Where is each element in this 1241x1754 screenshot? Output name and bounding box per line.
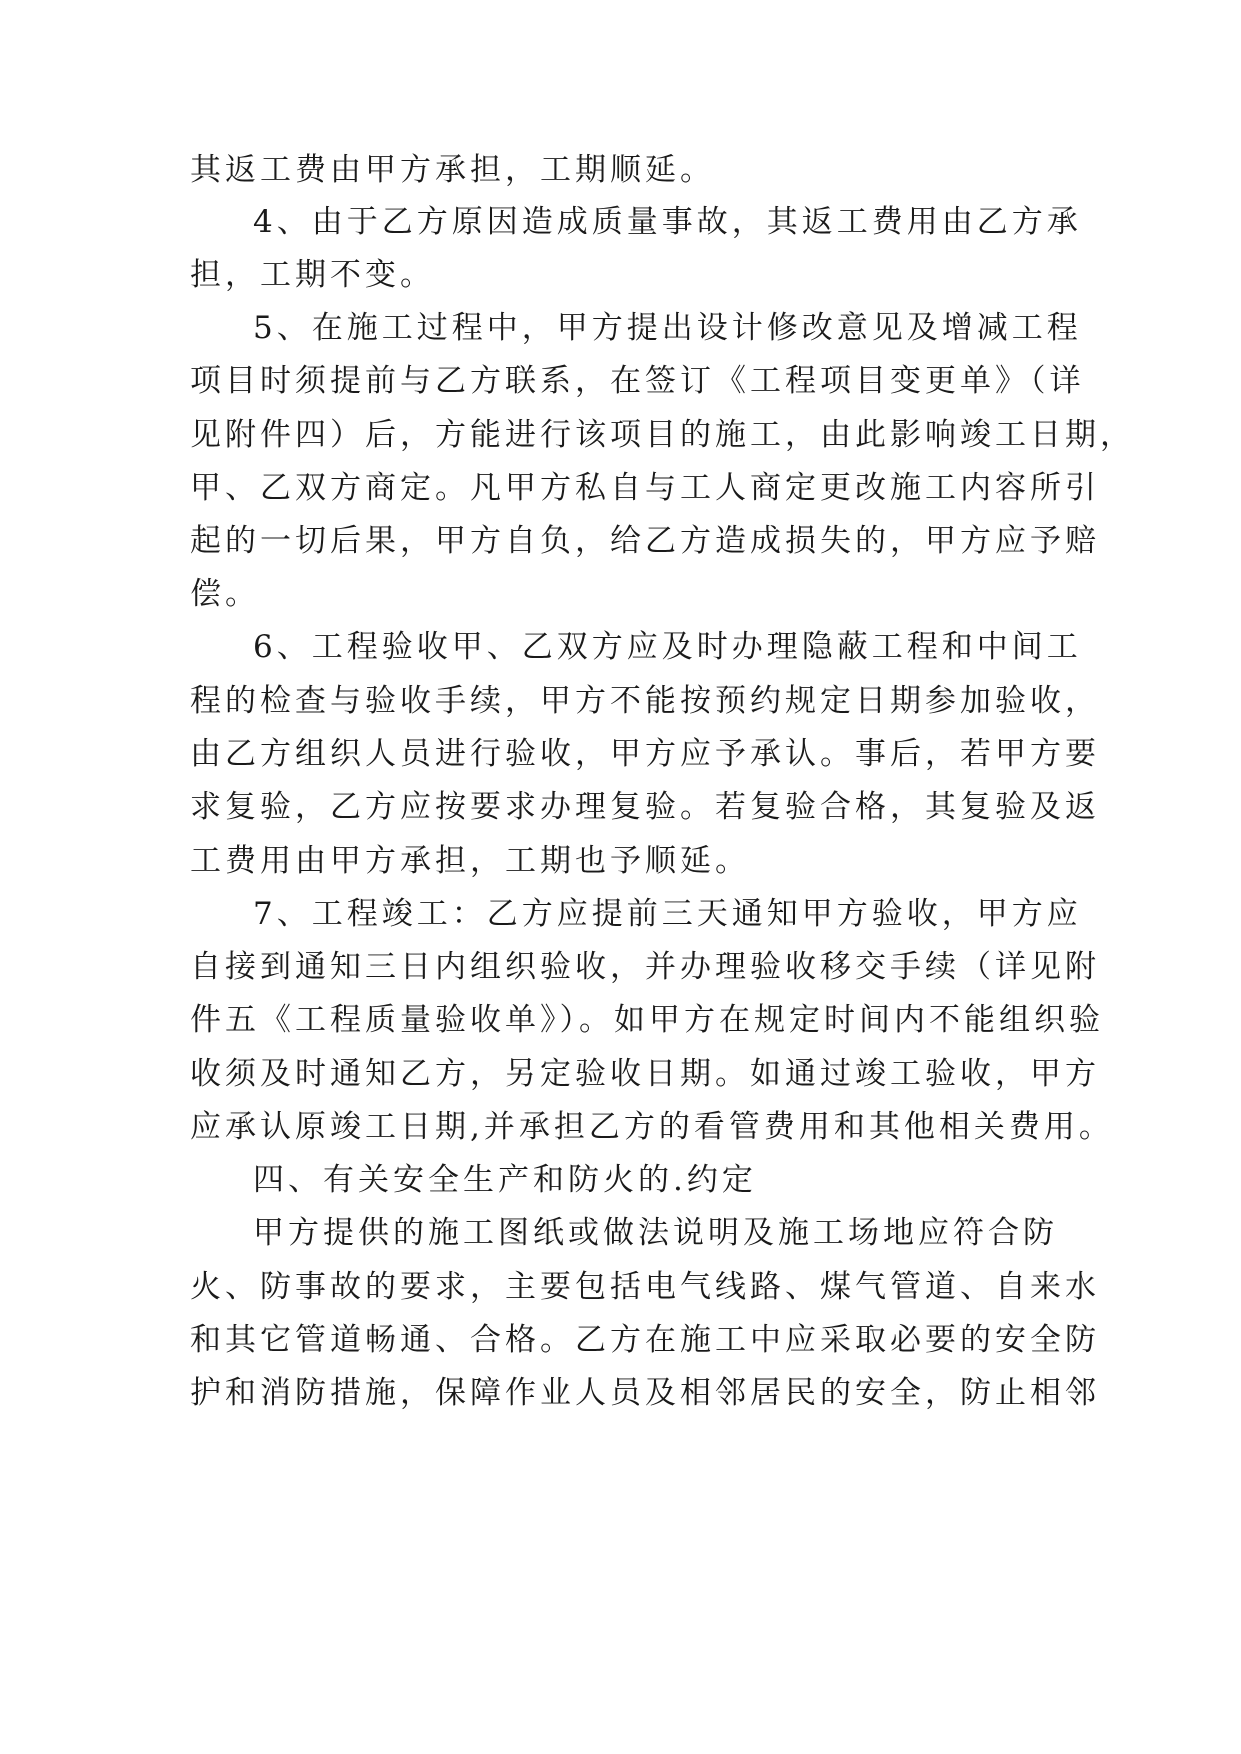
text-line: 项目时须提前与乙方联系，在签订《工程项目变更单》（详 [190,363,1085,399]
text-line: 护和消防措施，保障作业人员及相邻居民的安全，防止相邻 [190,1375,1100,1411]
text-line: 自接到通知三日内组织验收，并办理验收移交手续（详见附 [190,949,1100,985]
text-line: 见附件四）后，方能进行该项目的施工，由此影响竣工日期， [190,417,1135,453]
text-line: 件五《工程质量验收单》）。如甲方在规定时间内不能组织验 [190,1002,1104,1038]
section-4-paragraph-line-1: 甲方提供的施工图纸或做法说明及施工场地应符合防 [253,1215,1058,1251]
text-line: 求复验，乙方应按要求办理复验。若复验合格，其复验及返 [190,789,1100,825]
text-line: 收须及时通知乙方，另定验收日期。如通过竣工验收，甲方 [190,1056,1100,1092]
text-line: 起的一切后果，甲方自负，给乙方造成损失的，甲方应予赔 [190,523,1100,559]
text-line: 偿。 [190,576,260,612]
text-line: 其返工费由甲方承担，工期顺延。 [190,152,715,188]
text-line: 工费用由甲方承担，工期也予顺延。 [190,843,750,879]
text-line: 由乙方组织人员进行验收，甲方应予承认。事后，若甲方要 [190,736,1100,772]
text-line: 甲、乙双方商定。凡甲方私自与工人商定更改施工内容所引 [190,470,1100,506]
text-line: 程的检查与验收手续，甲方不能按预约规定日期参加验收， [190,683,1100,719]
paragraph-4-line-1: 4、由于乙方原因造成质量事故，其返工费用由乙方承 [253,204,1082,240]
paragraph-7-line-1: 7、工程竣工：乙方应提前三天通知甲方验收，甲方应 [253,896,1082,932]
text-line: 应承认原竣工日期,并承担乙方的看管费用和其他相关费用。 [190,1109,1114,1145]
text-line: 担，工期不变。 [190,257,435,293]
paragraph-5-line-1: 5、在施工过程中，甲方提出设计修改意见及增减工程 [253,310,1082,346]
section-4-heading: 四、有关安全生产和防火的.约定 [253,1162,757,1198]
text-line: 火、防事故的要求，主要包括电气线路、煤气管道、自来水 [190,1269,1100,1305]
paragraph-6-line-1: 6、工程验收甲、乙双方应及时办理隐蔽工程和中间工 [253,629,1082,665]
text-line: 和其它管道畅通、合格。乙方在施工中应采取必要的安全防 [190,1322,1100,1358]
